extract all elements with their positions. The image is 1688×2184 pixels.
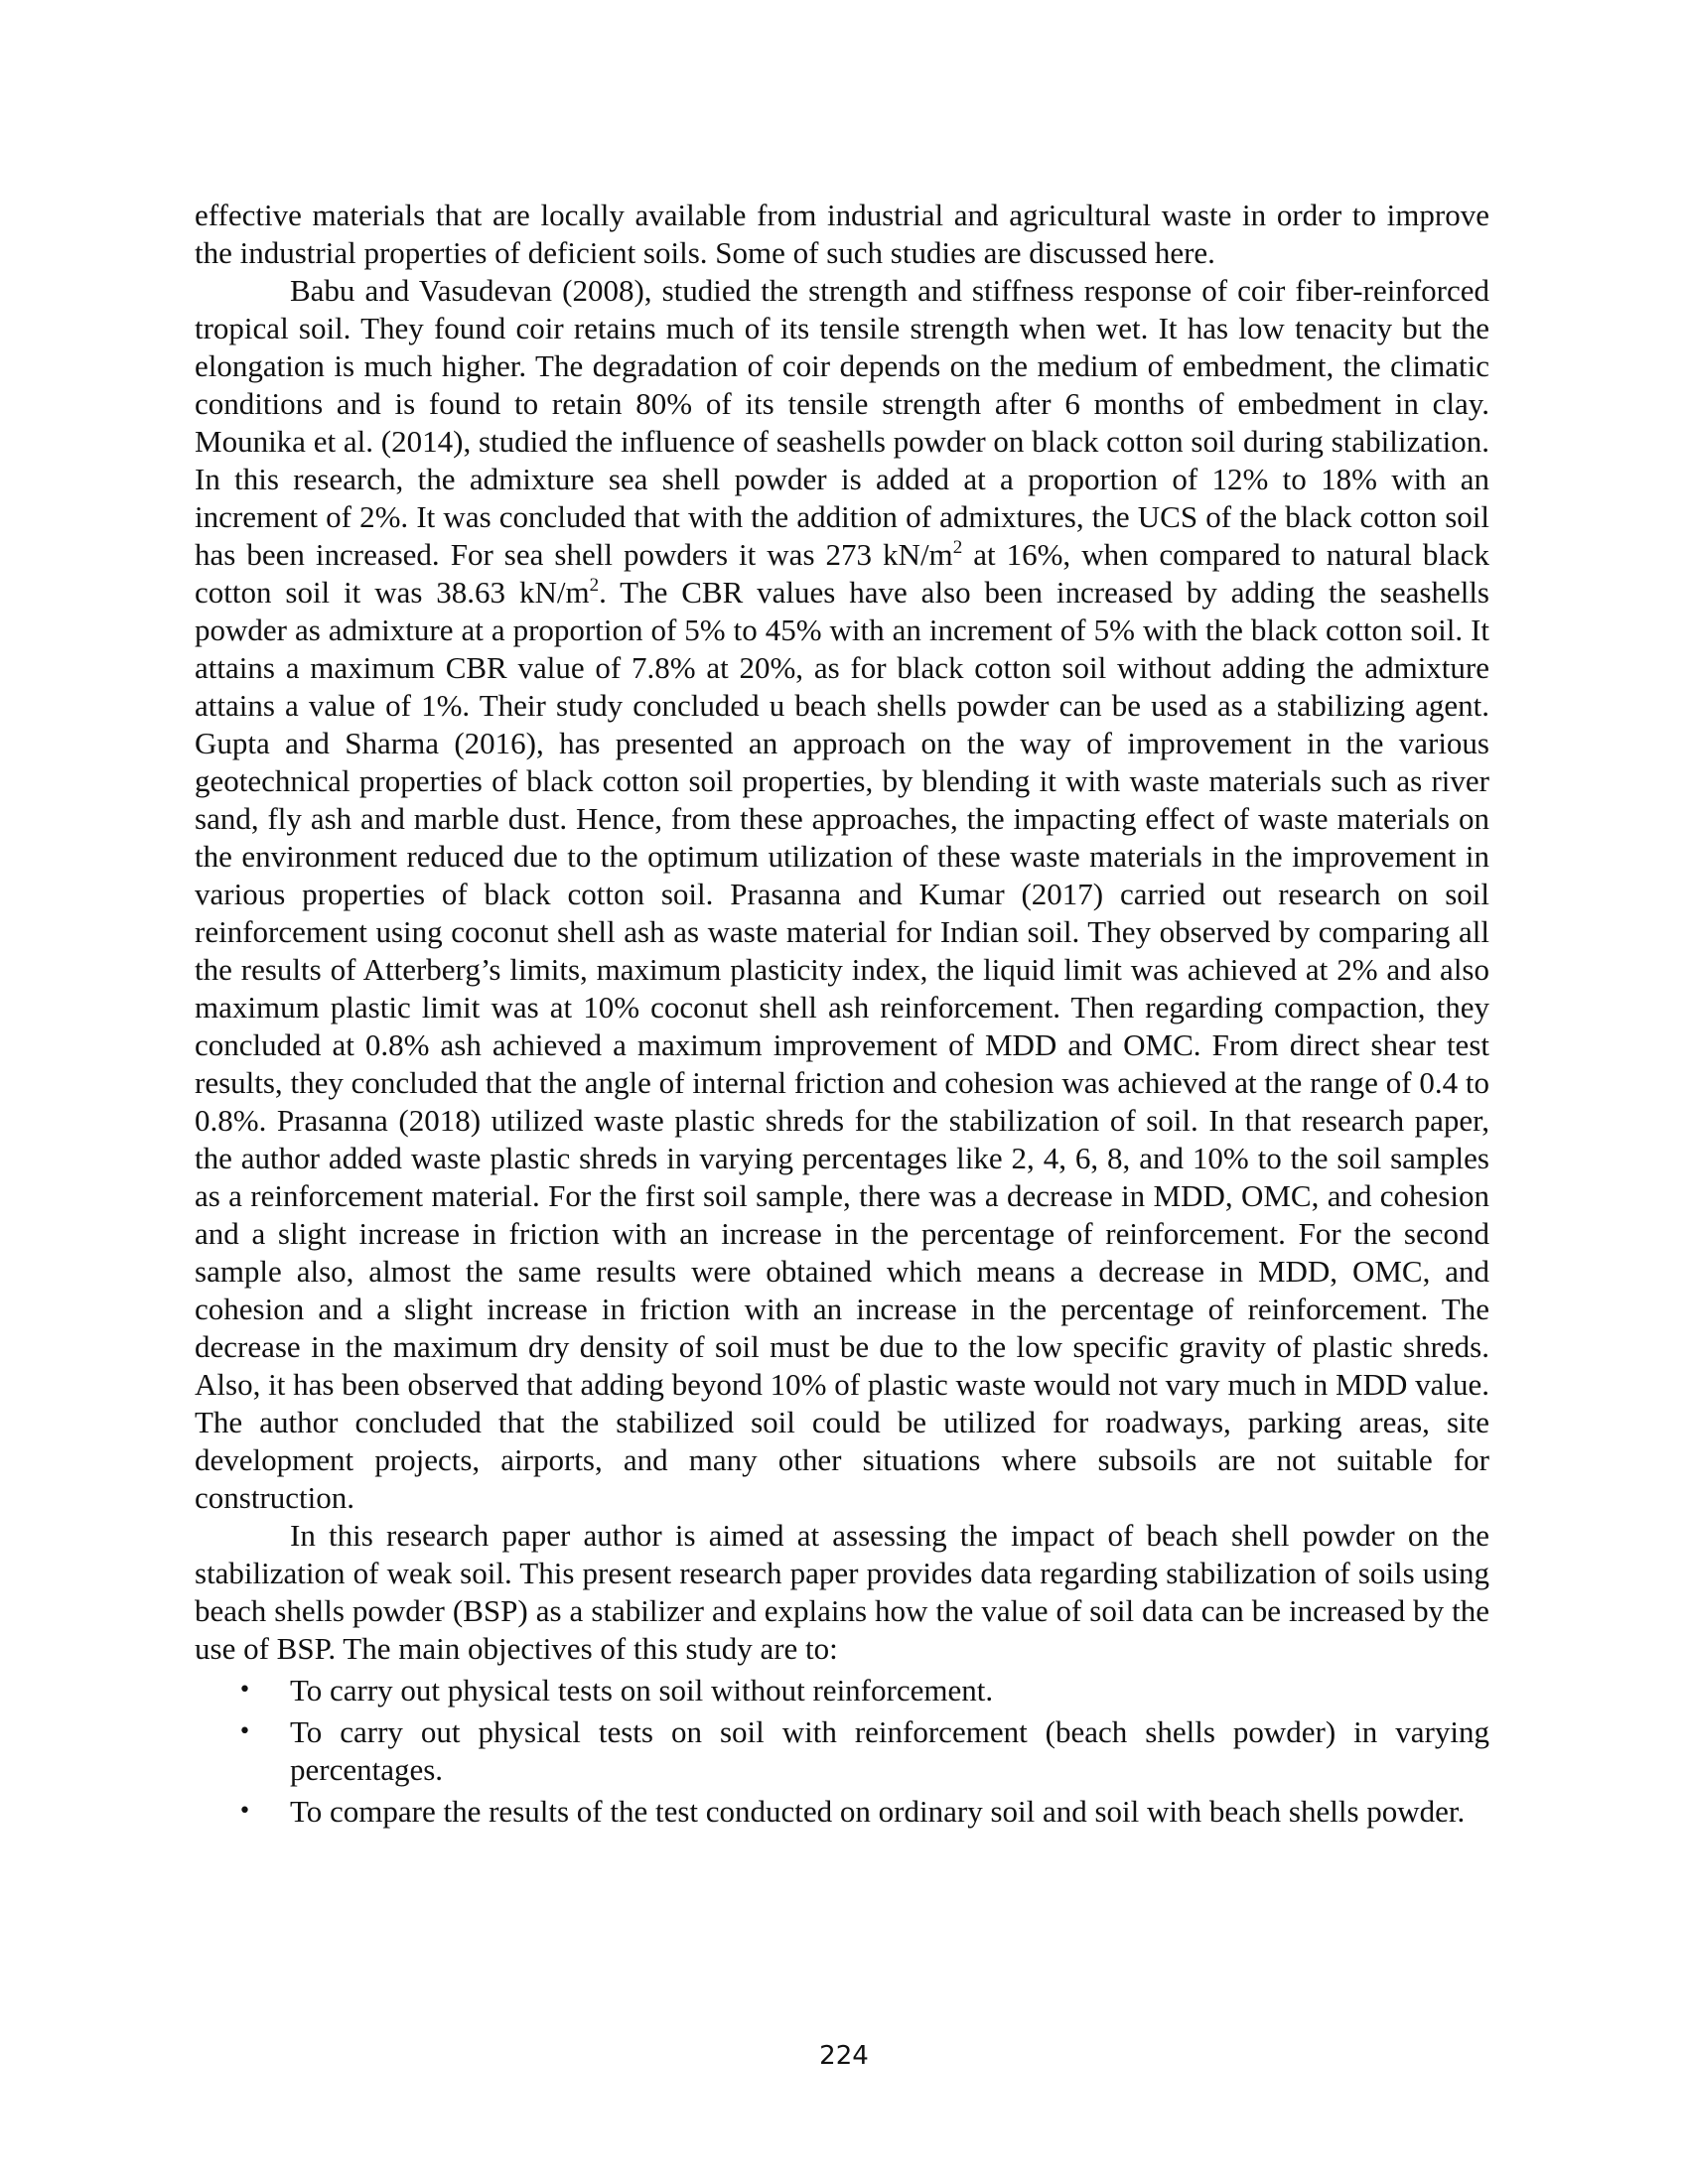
paragraph-literature-review [195,272,1489,1517]
superscript-unit-exponent: 2 [952,537,963,558]
page-body [195,197,1489,1831]
superscript-unit-exponent: 2 [589,575,600,596]
objective-text: To compare the results of the test conducted on ordinary soil and soil with beach shells powder. [290,1794,1466,1829]
literature-text-part-2: at 16%, when compared to natural black cotton soil it was 38.63 kN/m [195,537,1489,610]
objective-item [195,1713,1489,1789]
paragraph-continuation: effective materials that are locally available from industrial and agricultural waste in order to improve the industrial properties of deficient soils. Some of such studies are discussed here. [195,198,1489,270]
objective-text: To carry out physical tests on soil with reinforcement (beach shells powder) in varying percentages. [290,1714,1489,1787]
page-number: 224 [819,2041,869,2071]
paragraph-research-aim: In this research paper author is aimed at assessing the impact of beach shell powder on the stabilization of weak soil. This present research paper provides data regarding stabilization of soils using beach shells powder (BSP) as a stabilizer and explains how the value of soil data can be increased by the use of BSP. The main objectives of this study are to: [195,1518,1489,1666]
objective-item [195,1672,1489,1709]
bullet-icon: • [238,1719,251,1744]
bullet-icon: • [238,1678,251,1703]
literature-text-part-1: Babu and Vasudevan (2008), studied the strength and stiffness response of coir fiber-reinforced tropical soil. They found coir retains much of its tensile strength when wet. It has low tenacity but the elongation is much higher. The degradation of coir depends on the medium of embedment, the climatic conditions and is found to retain 80% of its tensile strength after 6 months of embedment in clay. Mounika et al. (2014), studied the influence of seashells powder on black cotton soil during stabilization. In this research, the admixture sea shell powder is added at a proportion of 12% to 18% with an increment of 2%. It was concluded that with the addition of admixtures, the UCS of the black cotton soil has been increased. For sea shell powders it was 273 kN/m [195,273,1489,572]
bullet-icon: • [238,1799,251,1824]
objective-item [195,1793,1489,1831]
objective-text: To carry out physical tests on soil without reinforcement. [290,1673,994,1707]
objectives-list [195,1672,1489,1831]
literature-text-part-3: . The CBR values have also been increased by adding the seashells powder as admixture at a proportion of 5% to 45% with an increment of 5% with the black cotton soil. It attains a maximum CBR value of 7.8% at 20%, as for black cotton soil without adding the admixture attains a value of 1%. Their study concluded u beach shells powder can be used as a stabilizing agent. Gupta and Sharma (2016), has presented an approach on the way of improvement in the various geotechnical properties of black cotton soil properties, by blending it with waste materials such as river sand, fly ash and marble dust. Hence, from these approaches, the impacting effect of waste materials on the environment reduced due to the optimum utilization of these waste materials in the improvement in various properties of black cotton soil. Prasanna and Kumar (2017) carried out research on soil reinforcement using coconut shell ash as waste material for Indian soil. They observed by comparing all the results of Atterberg’s limits, maximum plasticity index, the liquid limit was achieved at 2% and also maximum plastic limit was at 10% coconut shell ash reinforcement. Then regarding compaction, they concluded at 0.8% ash achieved a maximum improvement of MDD and OMC. From direct shear test results, they concluded that the angle of internal friction and cohesion was achieved at the range of 0.4 to 0.8%. Prasanna (2018) utilized waste plastic shreds for the stabilization of soil. In that research paper, the author added waste plastic shreds in varying percentages like 2, 4, 6, 8, and 10% to the soil samples as a reinforcement material. For the first soil sample, there was a decrease in MDD, OMC, and cohesion and a slight increase in friction with an increase in the percentage of reinforcement. For the second sample also, almost the same results were obtained which means a decrease in MDD, OMC, and cohesion and a slight increase in friction with an increase in the percentage of reinforcement. The decrease in the maximum dry density of soil must be due to the low specific gravity of plastic shreds. Also, it has been observed that adding beyond 10% of plastic waste would not vary much in MDD value. The author concluded that the stabilized soil could be utilized for roadways, parking areas, site development projects, airports, and many other situations where subsoils are not suitable for construction. [195,575,1489,1515]
